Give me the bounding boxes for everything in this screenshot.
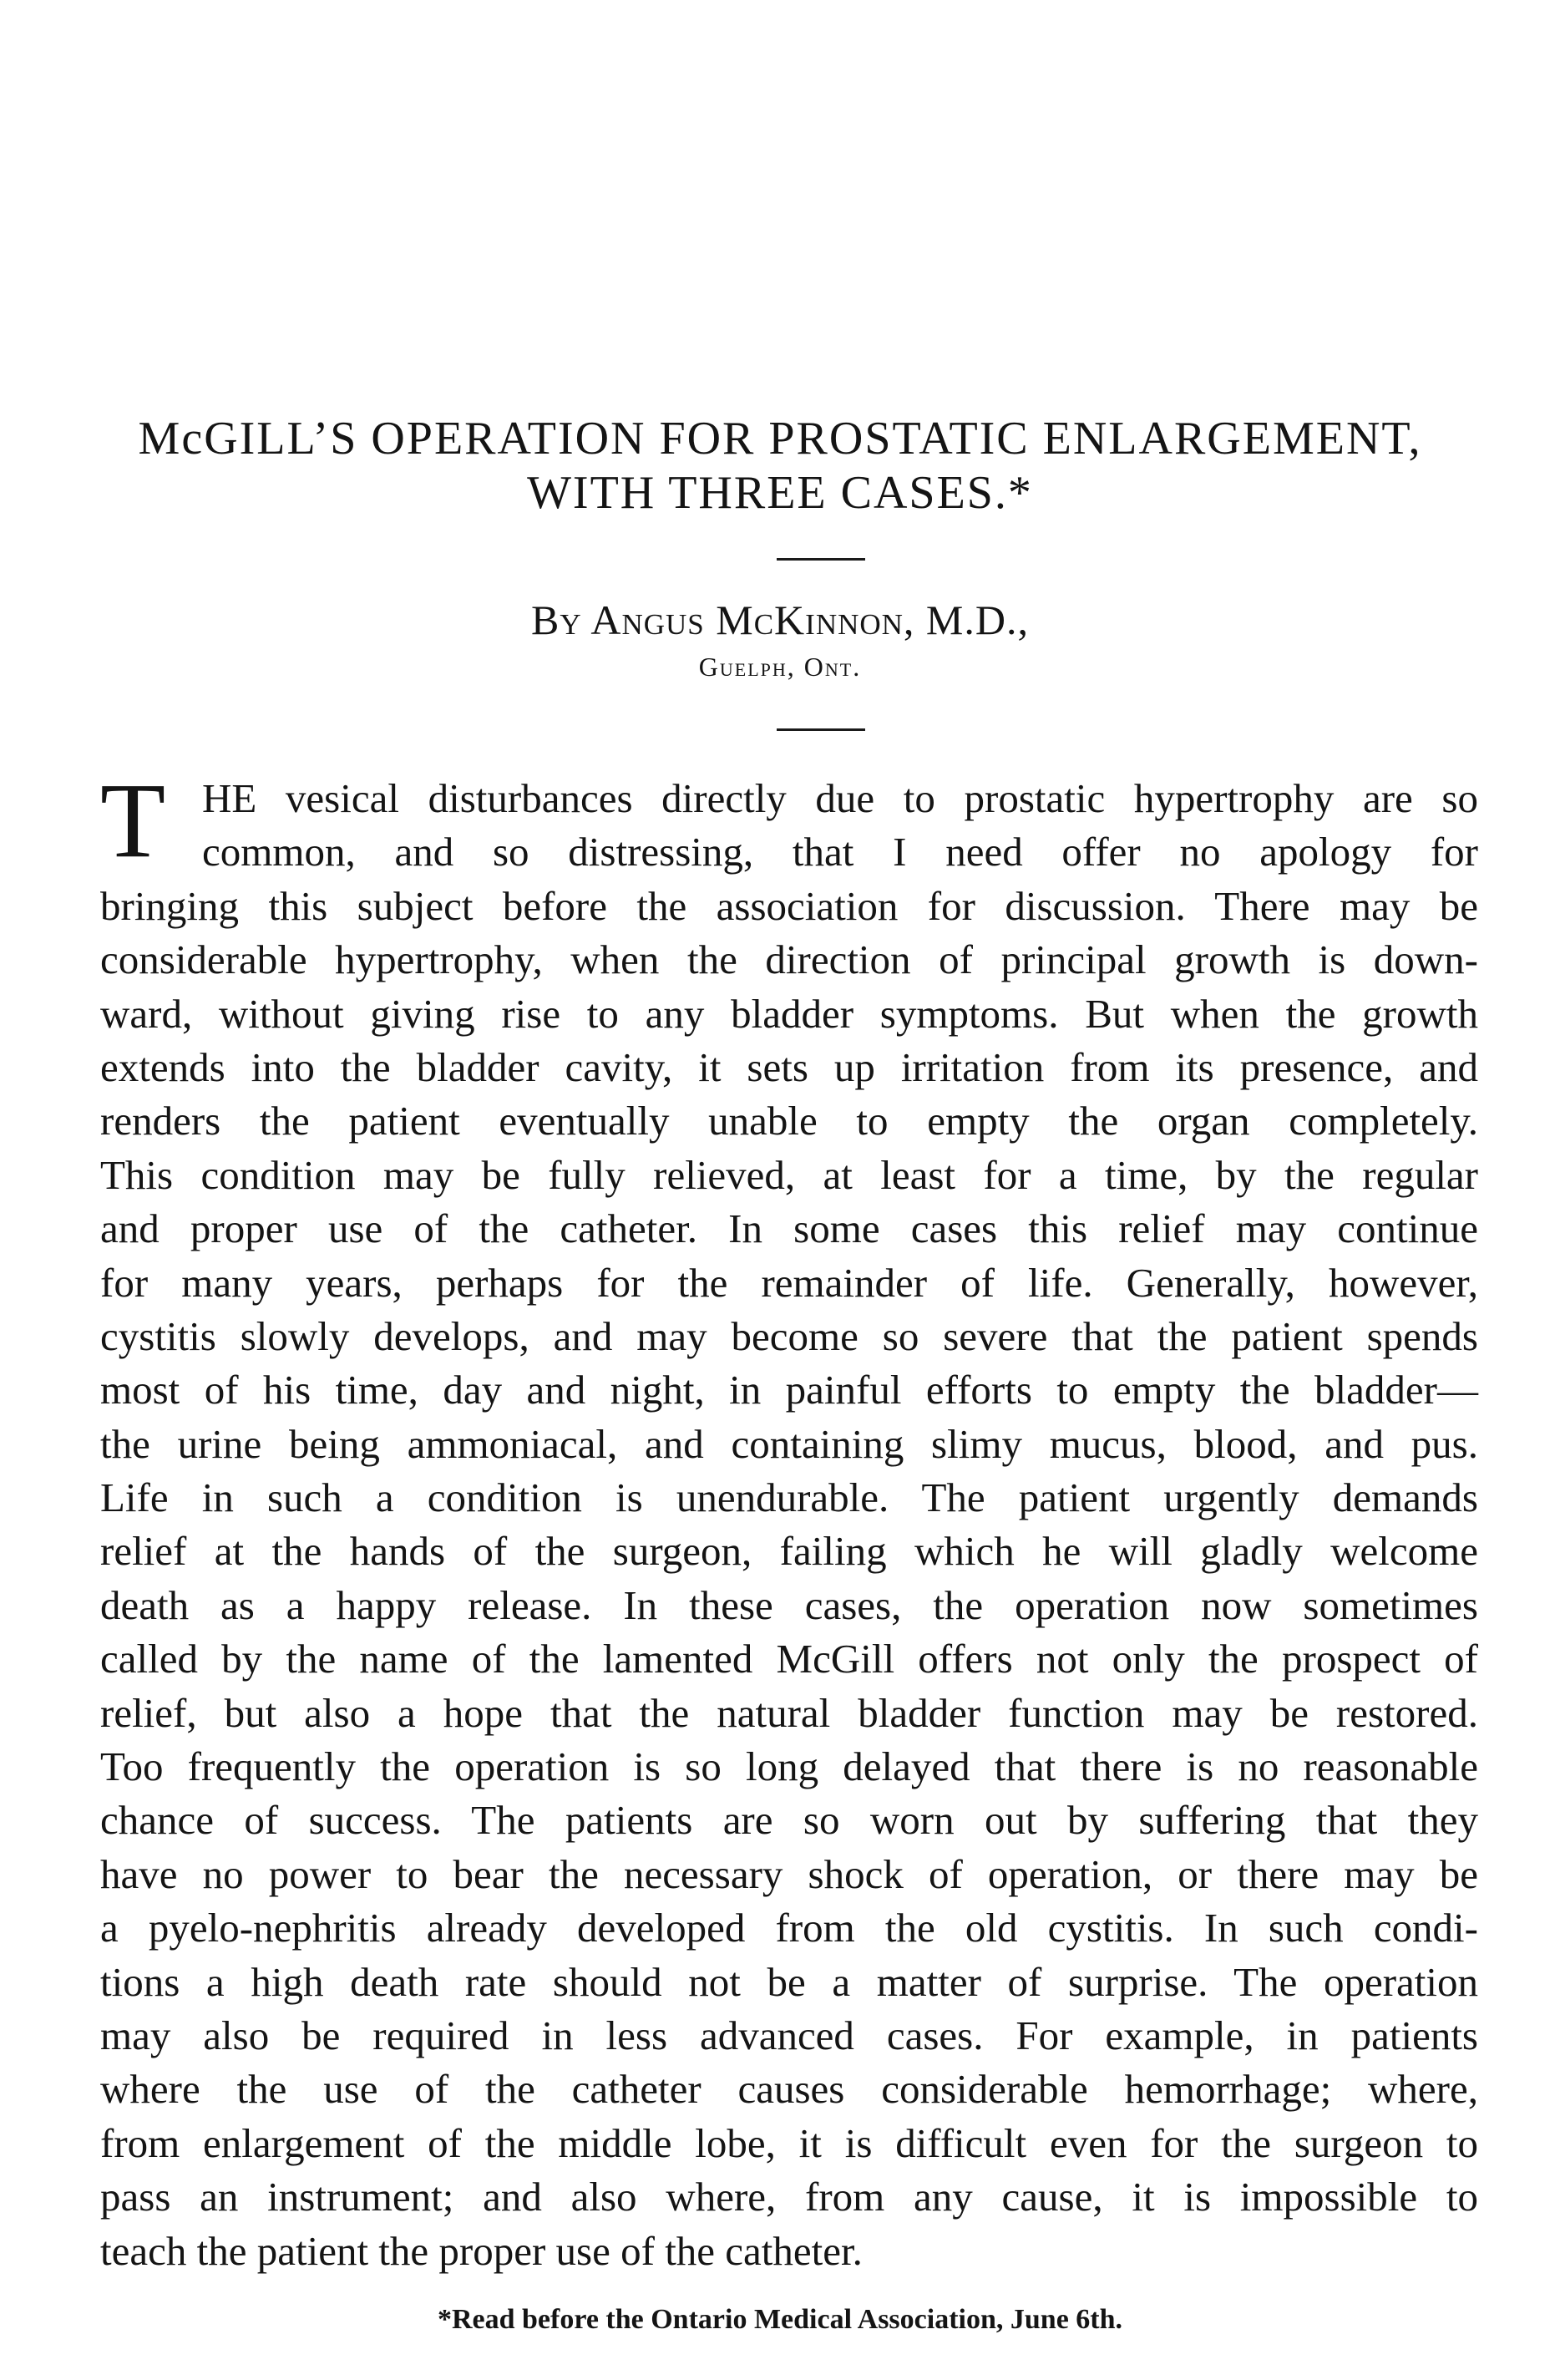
article-title-line-1: McGILL’S OPERATION FOR PROSTATIC ENLARGEMENT, [138, 413, 1422, 464]
body-line-10: for many years, perhaps for the remainder of life. Generally, however, [100, 1259, 1478, 1306]
body-line-12: most of his time, day and night, in painful efforts to empty the bladder— [100, 1367, 1478, 1413]
body-line-23: tions a high death rate should not be a matter of surprise. The operation [100, 1958, 1478, 2005]
body-line-4: considerable hypertrophy, when the direction of principal growth is down- [100, 936, 1478, 983]
author-location: Guelph, Ont. [698, 652, 862, 682]
body-line-21: have no power to bear the necessary shock of operation, or there may be [100, 1850, 1478, 1897]
body-line-26: from enlargement of the middle lobe, it is difficult even for the surgeon to [100, 2119, 1478, 2166]
byline-divider [777, 728, 865, 731]
article-body [100, 772, 1478, 2278]
body-line-3: bringing this subject before the association for discussion. There may be [100, 882, 1478, 929]
body-line-2: common, and so distressing, that I need offer no apology for [202, 829, 1478, 875]
body-line-25: where the use of the catheter causes considerable hemorrhage; where, [100, 2066, 1478, 2113]
body-line-16: death as a happy release. In these cases, the operation now sometimes [100, 1581, 1478, 1628]
drop-cap: T [100, 761, 166, 880]
body-line-17: called by the name of the lamented McGill offers not only the prospect of [100, 1636, 1478, 1682]
body-line-14: Life in such a condition is unendurable. The patient urgently demands [100, 1474, 1478, 1521]
body-line-8: This condition may be fully relieved, at least for a time, by the regular [100, 1151, 1478, 1198]
article-title-line-2: WITH THREE CASES.* [527, 467, 1033, 519]
body-line-11: cystitis slowly develops, and may become so severe that the patient spends [100, 1312, 1478, 1359]
body-line-5: ward, without giving rise to any bladder symptoms. But when the growth [100, 990, 1478, 1037]
body-line-6: extends into the bladder cavity, it sets up irritation from its presence, and [100, 1043, 1478, 1090]
body-line-28: teach the patient the proper use of the catheter. [100, 2227, 863, 2274]
body-line-13: the urine being ammoniacal, and containing slimy mucus, blood, and pus. [100, 1420, 1478, 1467]
footnote: *Read before the Ontario Medical Association, June 6th. [437, 2304, 1123, 2335]
title-divider [777, 558, 865, 561]
body-line-20: chance of success. The patients are so worn out by suffering that they [100, 1797, 1478, 1844]
body-line-15: relief at the hands of the surgeon, failing which he will gladly welcome [100, 1528, 1478, 1575]
body-line-1: HE vesical disturbances directly due to prostatic hypertrophy are so [202, 775, 1478, 821]
body-line-18: relief, but also a hope that the natural bladder function may be restored. [100, 1689, 1478, 1736]
body-line-7: renders the patient eventually unable to empty the organ completely. [100, 1098, 1478, 1144]
body-line-24: may also be required in less advanced cases. For example, in patients [100, 2012, 1478, 2058]
body-line-27: pass an instrument; and also where, from any cause, it is impossible to [100, 2174, 1478, 2220]
body-line-19: Too frequently the operation is so long delayed that there is no reasonable [100, 1743, 1478, 1790]
body-line-9: and proper use of the catheter. In some cases this relief may continue [100, 1205, 1478, 1252]
body-line-22: a pyelo-nephritis already developed from the old cystitis. In such condi- [100, 1905, 1478, 1951]
author-byline: By Angus McKinnon, M.D., [530, 596, 1029, 643]
